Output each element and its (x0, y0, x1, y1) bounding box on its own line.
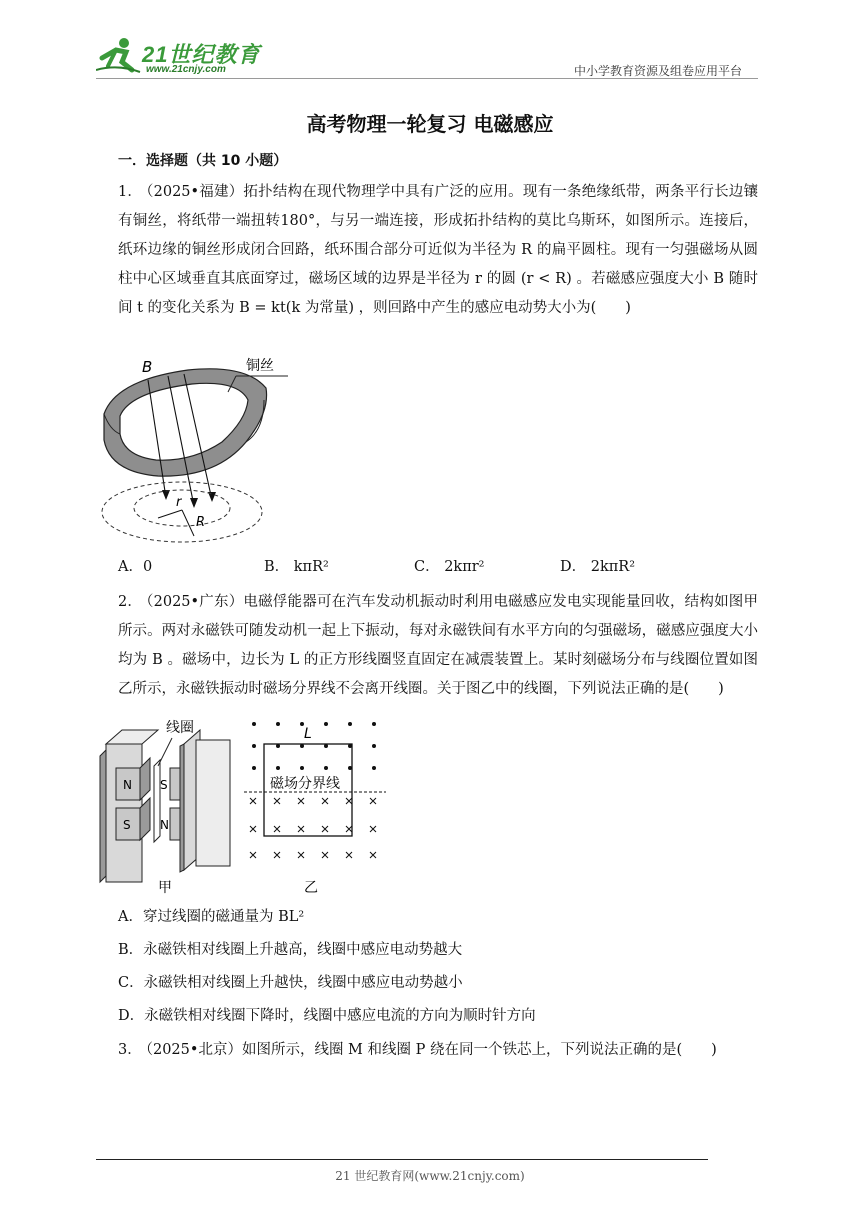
logo (96, 36, 266, 76)
question-1-number: 1． (118, 184, 143, 200)
footer-divider (96, 1159, 708, 1160)
magnet-device-figure-jia (96, 716, 236, 896)
magnet-s-bottom-label: S (123, 818, 131, 832)
magnet-n-bottom-label: N (160, 818, 169, 832)
platform-name: 中小学教育资源及组卷应用平台 (574, 64, 743, 78)
runner-logo-icon (96, 36, 142, 76)
side-length-label: L (304, 726, 312, 742)
footer-text[interactable]: 21 世纪教育网(www.21cnjy.com) (335, 1169, 525, 1183)
question-2-option-b[interactable]: B．永磁铁相对线圈上升越高，线圈中感应电动势越大 (118, 942, 463, 958)
figure-jia-label: 甲 (158, 880, 172, 896)
page-title: 高考物理一轮复习 电磁感应 (306, 112, 554, 136)
boundary-label: 磁场分界线 (270, 776, 340, 792)
question-1-option-c[interactable]: C． 2kπr² (414, 559, 485, 575)
magnet-n-top-label: N (123, 778, 132, 792)
mobius-strip-figure (96, 350, 296, 550)
radius-r-label: r (176, 495, 182, 510)
radius-R-label: R (196, 515, 206, 530)
section-heading: 一．选择题（共 10 小题） (118, 153, 288, 169)
question-3-text (118, 1036, 758, 1065)
question-1-option-a[interactable]: A．0 (118, 559, 153, 575)
header-divider (96, 78, 758, 79)
question-2-option-c[interactable]: C．永磁铁相对线圈上升越快，线圈中感应电动势越小 (118, 975, 463, 991)
field-dots (252, 722, 376, 770)
question-2-body: （2025•广东）电磁俘能器可在汽车发动机振动时利用电磁感应发电实现能量回收，结构如图甲所示。两对永磁铁可随发动机一起上下振动，每对永磁铁间有水平方向的匀强磁场，磁感应强度大小均为 B 。磁场中，边长为 L 的正方形线圈竖直固定在减震装置上。某时刻磁场分布与线圈位置如图乙所示，永磁铁振动时磁场分界线不会离开线圈。关于图乙中的线圈，下列说法正确的是( ) (118, 594, 759, 697)
coil-label: 线圈 (166, 720, 194, 736)
field-crosses (250, 798, 376, 858)
b-field-label: B (142, 358, 153, 376)
logo-url: www.21cnjy.com (146, 64, 226, 75)
question-2-text (118, 588, 758, 704)
question-1-option-b[interactable]: B． kπR² (264, 559, 329, 575)
wire-label: 铜丝 (246, 358, 274, 374)
magnet-s-top-label: S (160, 778, 168, 792)
magnetic-field-figure-yi (240, 716, 390, 896)
question-1-body: （2025•福建）拓扑结构在现代物理学中具有广泛的应用。现有一条绝缘纸带，两条平行长边镶有铜丝，将纸带一端扭转180°，与另一端连接，形成拓扑结构的莫比乌斯环，如图所示。连接后，纸环边缘的铜丝形成闭合回路，纸环围合部分可近似为半径为 R 的扁平圆柱。现有一匀强磁场从圆柱中心区域垂直其底面穿过，磁场区域的边界是半径为 r 的圆 (r < R) 。若磁感应强度大小 B 随时间 t 的变化关系为 B = kt(k 为常量) ，则回路中产生的感应电动势大小为( ) (118, 184, 759, 316)
figure-yi-label: 乙 (304, 880, 318, 896)
question-3-number: 3． (118, 1042, 142, 1058)
question-3-body: （2025•北京）如图所示，线圈 M 和线圈 P 绕在同一个铁芯上，下列说法正确的是( ) (145, 1042, 717, 1058)
question-1-text (118, 178, 758, 323)
question-2-option-d[interactable]: D．永磁铁相对线圈下降时，线圈中感应电流的方向为顺时针方向 (118, 1008, 536, 1024)
question-1-option-d[interactable]: D． 2kπR² (560, 559, 636, 575)
question-2-option-a[interactable]: A．穿过线圈的磁通量为 BL² (118, 909, 305, 925)
logo-text: 21世纪教育 (142, 42, 261, 67)
question-2-number: 2． (118, 594, 143, 610)
